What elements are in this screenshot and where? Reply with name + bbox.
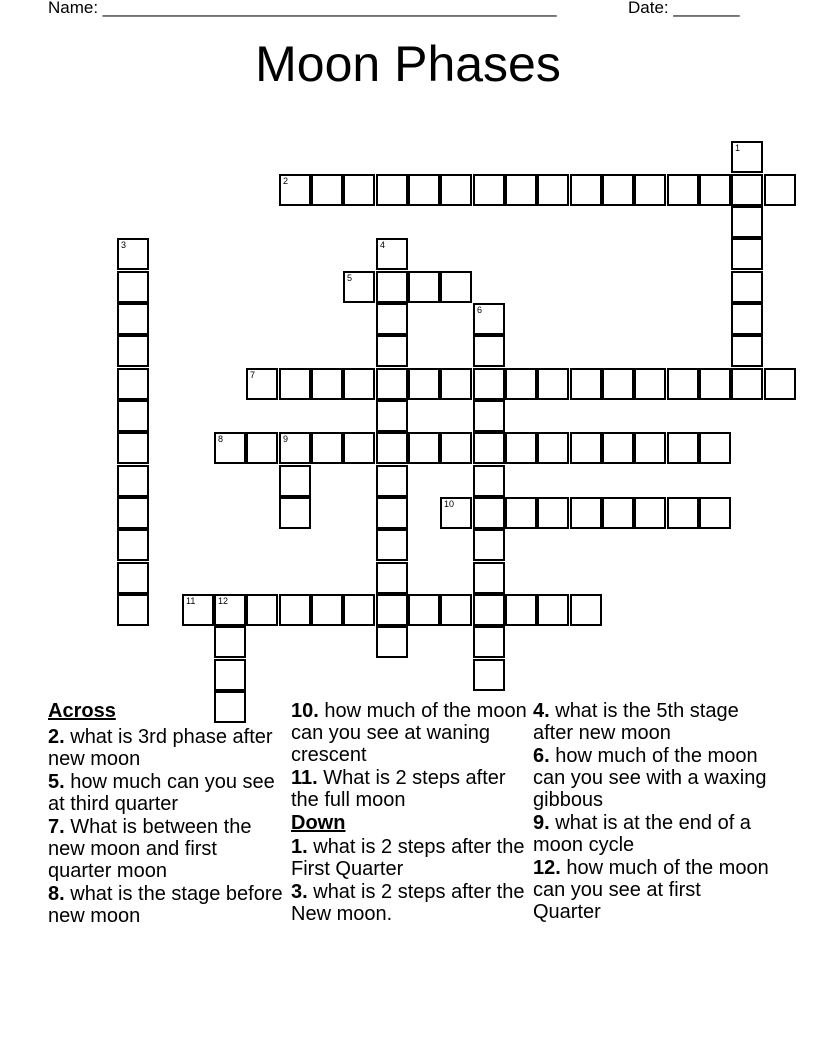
grid-cell[interactable]: [634, 432, 666, 464]
name-field-label: Name: ________________________________________________: [48, 0, 557, 17]
grid-cell[interactable]: [667, 368, 699, 400]
grid-cell[interactable]: [473, 465, 505, 497]
grid-cell[interactable]: [731, 141, 763, 173]
grid-cell[interactable]: [473, 335, 505, 367]
grid-cell[interactable]: [473, 594, 505, 626]
clue-down-4: [533, 700, 769, 744]
grid-cell[interactable]: [117, 529, 149, 561]
clue-number-label: 3: [121, 240, 127, 250]
grid-cell[interactable]: [117, 238, 149, 270]
grid-cell[interactable]: [376, 529, 408, 561]
grid-cell[interactable]: [214, 659, 246, 691]
clue-number-label: 9: [283, 434, 289, 444]
grid-cell[interactable]: [473, 626, 505, 658]
grid-cell[interactable]: [376, 465, 408, 497]
grid-cell[interactable]: [602, 368, 634, 400]
grid-cell[interactable]: [117, 594, 149, 626]
clues-column-3: [533, 700, 769, 924]
grid-cell[interactable]: [505, 594, 537, 626]
grid-cell[interactable]: [343, 271, 375, 303]
grid-cell[interactable]: [440, 174, 472, 206]
clue-text: What is between the new moon and first quarter moon: [48, 816, 252, 882]
clue-number: 9.: [533, 812, 550, 834]
clue-number-label: 12: [218, 596, 229, 606]
grid-cell[interactable]: [473, 529, 505, 561]
grid-cell[interactable]: [440, 594, 472, 626]
clue-number: 10.: [291, 700, 319, 722]
grid-cell[interactable]: [408, 368, 440, 400]
clue-number-label: 2: [283, 176, 289, 186]
clue-down-12: [533, 857, 769, 923]
grid-cell[interactable]: [699, 497, 731, 529]
clue-number-label: 10: [444, 499, 455, 509]
grid-cell[interactable]: [537, 368, 569, 400]
clue-number: 6.: [533, 745, 550, 767]
grid-cell[interactable]: [537, 497, 569, 529]
grid-cell[interactable]: [699, 432, 731, 464]
grid-cell[interactable]: [667, 432, 699, 464]
grid-cell[interactable]: [408, 174, 440, 206]
grid-cell[interactable]: [246, 594, 278, 626]
grid-cell[interactable]: [634, 174, 666, 206]
grid-cell[interactable]: [376, 594, 408, 626]
grid-cell[interactable]: [343, 594, 375, 626]
clue-number-label: 8: [218, 434, 224, 444]
grid-cell[interactable]: [376, 497, 408, 529]
grid-cell[interactable]: [376, 174, 408, 206]
clue-across-11: [291, 767, 527, 811]
across-heading: Across: [48, 700, 116, 722]
grid-cell[interactable]: [731, 271, 763, 303]
grid-cell[interactable]: [117, 562, 149, 594]
grid-cell[interactable]: [473, 659, 505, 691]
grid-cell[interactable]: [473, 497, 505, 529]
grid-cell[interactable]: [731, 238, 763, 270]
grid-cell[interactable]: [182, 594, 214, 626]
grid-cell[interactable]: [537, 594, 569, 626]
clue-across-2: [48, 726, 284, 770]
grid-cell[interactable]: [279, 497, 311, 529]
grid-cell[interactable]: [570, 174, 602, 206]
clue-number: 8.: [48, 883, 65, 905]
clue-across-5: [48, 771, 284, 815]
clue-number: 2.: [48, 726, 65, 748]
clue-text: what is 2 steps after the First Quarter: [291, 836, 525, 880]
grid-cell[interactable]: [376, 626, 408, 658]
grid-cell[interactable]: [376, 432, 408, 464]
clue-number-label: 4: [380, 240, 386, 250]
clue-down-1: [291, 836, 527, 880]
grid-cell[interactable]: [343, 368, 375, 400]
clue-text: what is at the end of a moon cycle: [533, 812, 751, 856]
clue-down-9: [533, 812, 769, 856]
grid-cell[interactable]: [408, 271, 440, 303]
grid-cell[interactable]: [667, 174, 699, 206]
grid-cell[interactable]: [505, 174, 537, 206]
grid-cell[interactable]: [440, 271, 472, 303]
grid-cell[interactable]: [117, 271, 149, 303]
grid-cell[interactable]: [376, 562, 408, 594]
clues-column-1: [48, 700, 284, 928]
grid-cell[interactable]: [343, 432, 375, 464]
grid-cell[interactable]: [764, 174, 796, 206]
grid-cell[interactable]: [279, 174, 311, 206]
grid-cell[interactable]: [731, 368, 763, 400]
clue-down-6: [533, 745, 769, 811]
clue-text: how much can you see at third quarter: [48, 771, 275, 815]
grid-cell[interactable]: [246, 368, 278, 400]
grid-cell[interactable]: [570, 497, 602, 529]
grid-cell[interactable]: [376, 303, 408, 335]
grid-cell[interactable]: [473, 303, 505, 335]
grid-cell[interactable]: [764, 368, 796, 400]
clue-number: 4.: [533, 700, 550, 722]
clues-column-2: [291, 700, 527, 926]
grid-cell[interactable]: [731, 303, 763, 335]
clue-text: what is 2 steps after the New moon.: [291, 881, 525, 925]
grid-cell[interactable]: [602, 497, 634, 529]
grid-cell[interactable]: [570, 594, 602, 626]
clue-across-8: [48, 883, 284, 927]
grid-cell[interactable]: [505, 368, 537, 400]
grid-cell[interactable]: [570, 432, 602, 464]
clue-text: What is 2 steps after the full moon: [291, 767, 506, 811]
grid-cell[interactable]: [731, 206, 763, 238]
clue-down-3: [291, 881, 527, 925]
grid-cell[interactable]: [117, 432, 149, 464]
grid-cell[interactable]: [376, 238, 408, 270]
grid-cell[interactable]: [279, 432, 311, 464]
grid-cell[interactable]: [440, 432, 472, 464]
grid-cell[interactable]: [473, 432, 505, 464]
grid-cell[interactable]: [505, 497, 537, 529]
clue-text: what is the stage before new moon: [48, 883, 283, 927]
page-title: Moon Phases: [255, 36, 561, 92]
grid-cell[interactable]: [667, 497, 699, 529]
grid-cell[interactable]: [602, 432, 634, 464]
grid-cell[interactable]: [634, 368, 666, 400]
grid-cell[interactable]: [602, 174, 634, 206]
grid-cell[interactable]: [311, 594, 343, 626]
clue-number: 1.: [291, 836, 308, 858]
grid-cell[interactable]: [505, 432, 537, 464]
clue-text: what is the 5th stage after new moon: [533, 700, 739, 744]
clue-number-label: 1: [735, 143, 741, 153]
grid-cell[interactable]: [376, 271, 408, 303]
clue-across-7: [48, 816, 284, 882]
grid-cell[interactable]: [117, 368, 149, 400]
grid-cell[interactable]: [311, 368, 343, 400]
clue-text: how much of the moon can you see with a waxing gibbous: [533, 745, 767, 811]
date-field-label: Date: _______: [628, 0, 740, 17]
grid-cell[interactable]: [117, 303, 149, 335]
grid-cell[interactable]: [214, 626, 246, 658]
clue-text: how much of the moon can you see at waning crescent: [291, 700, 527, 766]
grid-cell[interactable]: [440, 368, 472, 400]
clue-number-label: 7: [250, 370, 256, 380]
grid-cell[interactable]: [376, 400, 408, 432]
grid-cell[interactable]: [699, 174, 731, 206]
grid-cell[interactable]: [214, 432, 246, 464]
clue-number-label: 6: [477, 305, 483, 315]
grid-cell[interactable]: [473, 400, 505, 432]
clue-text: how much of the moon can you see at first Quarter: [533, 857, 769, 923]
grid-cell[interactable]: [537, 174, 569, 206]
grid-cell[interactable]: [408, 594, 440, 626]
grid-cell[interactable]: [634, 497, 666, 529]
clue-number: 12.: [533, 857, 561, 879]
grid-cell[interactable]: [473, 368, 505, 400]
grid-cell[interactable]: [117, 400, 149, 432]
grid-cell[interactable]: [473, 174, 505, 206]
grid-cell[interactable]: [246, 432, 278, 464]
grid-cell[interactable]: [731, 335, 763, 367]
clue-across-10: [291, 700, 527, 766]
grid-cell[interactable]: [408, 432, 440, 464]
clue-number: 11.: [291, 767, 318, 789]
grid-cell[interactable]: [117, 335, 149, 367]
grid-cell[interactable]: [731, 174, 763, 206]
clue-number: 7.: [48, 816, 65, 838]
clue-number-label: 11: [186, 596, 196, 606]
clue-number: 3.: [291, 881, 308, 903]
grid-cell[interactable]: [214, 594, 246, 626]
grid-cell[interactable]: [376, 368, 408, 400]
grid-cell[interactable]: [117, 497, 149, 529]
grid-cell[interactable]: [537, 432, 569, 464]
grid-cell[interactable]: [570, 368, 602, 400]
clue-number: 5.: [48, 771, 65, 793]
grid-cell[interactable]: [699, 368, 731, 400]
grid-cell[interactable]: [343, 174, 375, 206]
grid-cell[interactable]: [376, 335, 408, 367]
grid-cell[interactable]: [279, 368, 311, 400]
down-heading: Down: [291, 812, 346, 834]
clue-text: what is 3rd phase after new moon: [48, 726, 273, 770]
grid-cell[interactable]: [279, 465, 311, 497]
grid-cell[interactable]: [440, 497, 472, 529]
grid-cell[interactable]: [311, 174, 343, 206]
clue-number-label: 5: [347, 273, 353, 283]
grid-cell[interactable]: [311, 432, 343, 464]
grid-cell[interactable]: [279, 594, 311, 626]
grid-cell[interactable]: [473, 562, 505, 594]
grid-cell[interactable]: [117, 465, 149, 497]
